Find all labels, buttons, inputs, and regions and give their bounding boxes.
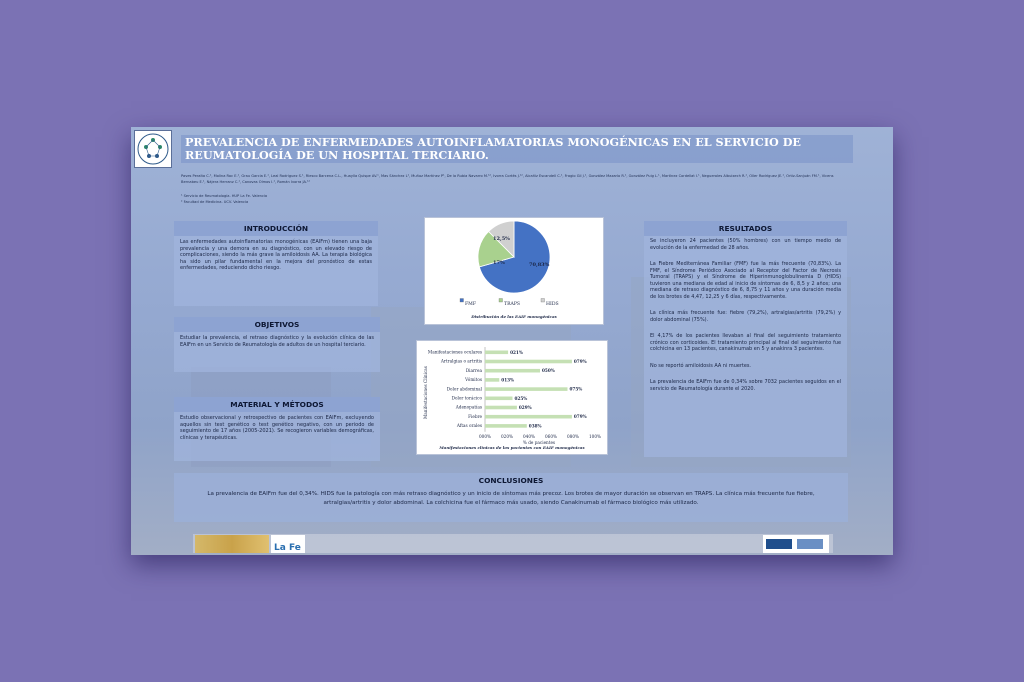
legend-swatch-traps (499, 299, 503, 303)
bar-value-label: 075% (569, 386, 583, 392)
bar-chart-xlabel: % de pacientes (522, 440, 556, 445)
x-tick-label: 040% (523, 433, 535, 439)
bar-category-label: Vómitos (465, 377, 482, 383)
legend-swatch-fmf (460, 299, 464, 303)
metodos-heading: MATERIAL Y MÉTODOS (174, 397, 380, 412)
introduccion-heading: INTRODUCCIÓN (174, 221, 378, 236)
metodos-section (174, 397, 380, 461)
x-tick-label: 060% (545, 433, 557, 439)
x-tick-label: 020% (501, 433, 513, 439)
pie-value-label: 17% (493, 260, 505, 266)
bar (485, 369, 540, 373)
bar (485, 415, 572, 419)
pie-value-label: 12,5% (493, 236, 510, 242)
bar-value-label: 079% (573, 414, 587, 420)
pie-value-label: 70,83% (529, 262, 550, 268)
bar-chart-panel (416, 340, 608, 455)
legend-traps: TRAPS (504, 302, 521, 307)
conclusiones-heading: CONCLUSIONES (478, 476, 544, 485)
resultados-p5: No se reportó amiloidosis AA ni muertes. (650, 362, 752, 369)
bar-category-label: Diarrea (465, 367, 482, 373)
bar-value-label: 021% (510, 349, 523, 355)
legend-fmf: FMF (465, 302, 477, 307)
legend-hids: HIDS (546, 302, 559, 307)
metodos-text: Estudio observacional y retrospectivo de pacientes con EAIFm, excluyendo aquellos sin test genético o test genético negativo, con un periodo de seguimiento de 17 años (2005-2021). Se recogieron variables demográficas, clínicas y terapéuticas. (180, 415, 374, 441)
bar-chart-title: Manifestaciones clínicas de los pacientes con EAIF monogénicas (439, 445, 585, 450)
bar-category-label: Manifestaciones oculares (427, 349, 482, 355)
x-tick-label: 080% (567, 433, 579, 439)
bar-category-label: Dolor abdominal (446, 386, 482, 392)
institution-logo (763, 535, 829, 553)
pie-chart-title: Distribución de las EAIF monogénicas (471, 314, 557, 319)
resultados-heading: RESULTADOS (644, 221, 847, 236)
bar (485, 397, 513, 401)
objetivos-section (174, 317, 380, 372)
x-tick-label: 000% (479, 433, 491, 439)
affiliation-2: ² Facultad de Medicina. UCV. Valencia (181, 199, 249, 204)
bar (485, 378, 499, 382)
bar-category-label: Artralgias o artritis (440, 358, 482, 364)
affiliation-1: ¹ Servicio de Reumatología. HUP La Fe. Valencia (181, 194, 268, 198)
bar-chart-ylabel: Manifestaciones Clínicas (423, 366, 428, 419)
bar-value-label: 029% (518, 405, 532, 410)
resultados-p6: La prevalencia de EAIFm fue de 0,34% sobre 7032 pacientes seguidos en el servicio de Reumatología durante el 2020. (650, 379, 841, 392)
lafe-logo (271, 535, 305, 553)
objetivos-heading: OBJETIVOS (174, 317, 380, 332)
lafe-logo-text: La Fe (274, 543, 301, 553)
x-tick-label: 100% (589, 433, 601, 439)
bar (485, 406, 517, 410)
objetivos-text: Estudiar la prevalencia, el retraso diagnóstico y la evolución clínica de las EAIFm en un Servicio de Reumatología de adultos de un hospital terciario. (180, 335, 374, 348)
bar-category-label: Dolor torácico (451, 395, 482, 401)
bar-category-label: Adenopatías (455, 404, 482, 410)
affiliations (181, 194, 381, 205)
bar-category-label: Fiebre (468, 413, 482, 419)
bar-value-label: 013% (501, 377, 515, 383)
conclusiones-section (174, 473, 848, 522)
resultados-section (644, 221, 847, 457)
introduccion-text: Las enfermedades autoinflamatorias monogénicas (EAIFm) tienen una baja prevalencia y una demora en su diagnóstico, con un elevado riesgo de complicaciones, siendo la más grave la amiloidosis AA. La terapia biológica ha sido un pilar fundamental en la mejora del pronóstico de estas enfermedades, reduciendo dicho riesgo. (180, 239, 372, 272)
pie-chart-panel (424, 217, 604, 325)
poster (131, 127, 893, 555)
bar-value-label: 025% (514, 395, 528, 401)
bar (485, 387, 568, 391)
bar (485, 424, 527, 428)
bar-value-label: 038% (528, 423, 542, 429)
bar-value-label: 050% (542, 368, 555, 374)
introduccion-section (174, 221, 378, 306)
resultados-p1: Se incluyeron 24 pacientes (50% hombres) con un tiempo medio de evolución de la enfermedad de 28 años. (650, 238, 841, 251)
poster-title: PREVALENCIA DE ENFERMEDADES AUTOINFLAMATORIAS MONOGÉNICAS EN EL SERVICIO DE REUMATOLOGÍA DE UN HOSPITAL TERCIARIO. (181, 135, 853, 163)
bar (485, 351, 508, 355)
resultados-p3: La clínica más frecuente fue: fiebre (79,2%), artralgias/artritis (79,2%) y dolor abdominal (75%). (650, 310, 841, 323)
society-logo (134, 130, 172, 168)
resultados-p2: La Fiebre Mediterránea Familiar (FMF) fue la más frecuente (70,83%). La FMF, el Síndrome Periódico Asociado al Receptor del Factor de Necrosis Tumoral (TRAPS) y el Síndrome de Hiperinmunoglobulinemia D (HIDS) tuvieron una mediana de edad al inicio de síntomas de 6, 8,5 y 2 años; una mediana de retraso diagnóstico de 6, 8,75 y 11 años y una duración media de los brotes de 4,47, 12,25 y 6 días, respectivamente. (650, 261, 841, 300)
conclusiones-text: La prevalencia de EAIFm fue del 0,34%. HIDS fue la patología con más retraso diagnóstico y un inicio de síntomas más precoz. Los brotes de mayor duración se observan en TRAPS. La clínica más frecuente fue fiebre, artralgias/artritis y dolor abdominal. La colchicina fue el fármaco más usado, siendo Canakinumab el fármaco biológico más utilizado. (207, 491, 815, 506)
sponsor-logo (195, 535, 269, 553)
legend-swatch-hids (541, 299, 545, 303)
bar (485, 360, 572, 364)
pie-chart (425, 218, 603, 312)
bar-category-label: Aftas orales (456, 423, 482, 429)
author-list: Paves Peralta C.¹, Molina Roc E.¹, Grau Garcia E.¹, Leal Rodriguez S.¹, Riesco Barcena C.L., Huaylla Quispe AV.¹, Mas Sánchez L¹, Muñoz Martínez P¹, De la Rubia Navarro M.¹², Ivorra Cortés J.¹², Alcañiz Escandell C.¹, Fragio Gil J.¹, González Mazarío R.¹, González Puig L.¹, Martínez Cordellat I.¹, Negueroles Albuixech R.¹, Oller Rodríguez JE.¹, Ortiz-Sanjuán FM.¹, Vicens Bernabeu E.¹, Nájera Herranz C.¹, Canovas Olmos I.¹, Román Ivorra JA.¹² (181, 174, 834, 184)
resultados-p4: El 4,17% de los pacientes llevaban al final del seguimiento tratamiento crónico con corticoides. El tratamiento principal al final del seguimiento fue colchicina en 13 pacientes, canakinumab en 5 y anakinra 3 pacientes. (650, 333, 841, 352)
bar-value-label: 079% (573, 359, 587, 364)
bar-chart (417, 341, 607, 445)
